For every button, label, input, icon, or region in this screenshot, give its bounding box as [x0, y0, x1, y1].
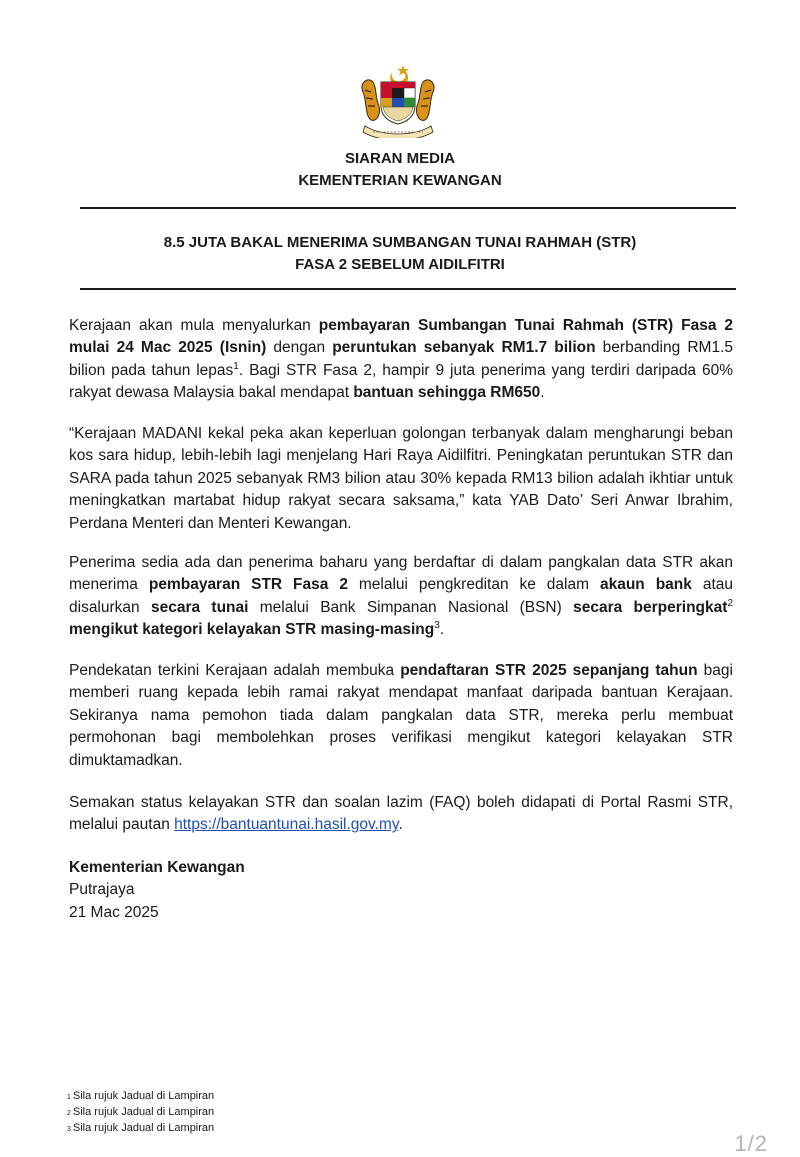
p1-bold-allocation: peruntukan sebanyak RM1.7 bilion — [332, 339, 596, 357]
p4-bold-registration: pendaftaran STR 2025 sepanjang tahun — [400, 662, 698, 679]
p3-text: melalui pengkreditan ke dalam — [347, 576, 600, 594]
divider-bottom — [80, 288, 736, 290]
footnote-ref-2: 2 — [727, 597, 733, 609]
paragraph-5 — [69, 792, 733, 837]
p3-bold-cash: secara tunai — [150, 598, 249, 616]
footnote-2 — [67, 1105, 367, 1121]
footnote-ref-1: 1 — [233, 360, 239, 372]
signoff — [69, 857, 369, 924]
footnotes — [67, 1089, 367, 1138]
p1-text: Kerajaan akan mula menyalurkan — [69, 317, 319, 334]
footnote-text: Sila rujuk Jadual di Lampiran — [72, 1122, 215, 1135]
footnote-number: 1 — [67, 1094, 71, 1101]
headline-line-2: FASA 2 SEBELUM AIDILFITRI — [295, 256, 505, 273]
paragraph-2-quote — [69, 423, 733, 535]
masthead — [0, 148, 800, 192]
footnote-1 — [67, 1089, 367, 1105]
paragraph-3 — [69, 552, 733, 642]
signoff-date: 21 Mac 2025 — [69, 903, 159, 921]
headline-line-1: 8.5 JUTA BAKAL MENERIMA SUMBANGAN TUNAI RAHMAH (STR) — [163, 234, 637, 251]
headline — [0, 232, 800, 276]
p1-text: berbanding RM1.5 bilion pada tahun lepas — [69, 339, 733, 379]
coat-of-arms-logo — [357, 62, 439, 138]
p3-bold-category: mengikut kategori kelayakan STR masing-masing — [69, 621, 435, 639]
p3-text: . — [439, 621, 445, 639]
signoff-place: Putrajaya — [69, 881, 135, 899]
page-number: 1/2 — [734, 1131, 768, 1156]
footnote-number: 3 — [67, 1126, 71, 1134]
signoff-org: Kementerian Kewangan — [69, 859, 245, 876]
footnote-text: Sila rujuk Jadual di Lampiran — [72, 1106, 215, 1119]
p3-text: Penerima sedia ada dan penerima baharu yang berdaftar di dalam pangkalan data STR akan menerima — [69, 554, 733, 594]
p1-bold-payment: pembayaran Sumbangan Tunai Rahmah (STR) Fasa 2 mulai 24 Mac 2025 (Isnin) — [69, 317, 734, 357]
p1-text: . — [540, 384, 545, 402]
p1-text: . Bagi STR Fasa 2, hampir 9 juta penerima yang terdiri daripada 60% rakyat dewasa Malaysia bakal mendapat — [69, 361, 734, 402]
masthead-title: SIARAN MEDIA — [344, 150, 455, 167]
p3-text: atau disalurkan — [69, 576, 733, 616]
p2-text: “Kerajaan MADANI kekal peka akan keperluan golongan terbanyak dalam mengharungi beban kos sara hidup, lebih-lebih lagi menjelang Hari Raya Aidilfitri. Peningkatan peruntukan STR dan SARA pada tahun 2025 sebanyak RM3 bilion atau 30% kepada RM13 bilion adalah ikhtiar untuk meningkatkan martabat hidup rakyat secara saksama,” kata YAB Dato’ Seri Anwar Ibrahim, Perdana Menteri dan Menteri Kewangan. — [69, 425, 733, 532]
p3-bold-bank: akaun bank — [599, 576, 692, 594]
p3-bold-payment: pembayaran STR Fasa 2 — [148, 576, 348, 594]
p1-bold-aid: bantuan sehingga RM650 — [353, 384, 541, 402]
footnote-number: 2 — [67, 1110, 71, 1118]
portal-link[interactable]: https://bantuantunai.hasil.gov.my — [174, 816, 399, 834]
paragraph-4 — [69, 660, 733, 772]
footnote-ref-3: 3 — [434, 620, 440, 632]
masthead-ministry: KEMENTERIAN KEWANGAN — [298, 172, 502, 189]
p5-text: Semakan status kelayakan STR dan soalan lazim (FAQ) boleh didapati di Portal Rasmi STR, melalui pautan — [69, 794, 733, 834]
p3-text: melalui Bank Simpanan Nasional (BSN) — [248, 598, 574, 616]
footnote-3 — [67, 1121, 367, 1137]
p4-text: Pendekatan terkini Kerajaan adalah membuka — [69, 662, 401, 679]
paragraph-1 — [69, 315, 733, 405]
p5-text: . — [398, 816, 403, 834]
divider-top — [80, 207, 736, 209]
p3-bold-staged: secara berperingkat — [573, 598, 728, 616]
p1-text: dengan — [266, 339, 333, 357]
footnote-text: Sila rujuk Jadual di Lampiran — [72, 1090, 215, 1102]
p4-text: bagi memberi ruang kepada lebih ramai rakyat mendapat manfaat daripada bantuan Kerajaan. Sekiranya nama pemohon tiada dalam pangkalan data STR, mereka perlu membuat permohonan bagi membolehkan proses verifikasi mengikut kategori kelayakan STR dimuktamadkan. — [69, 662, 733, 769]
